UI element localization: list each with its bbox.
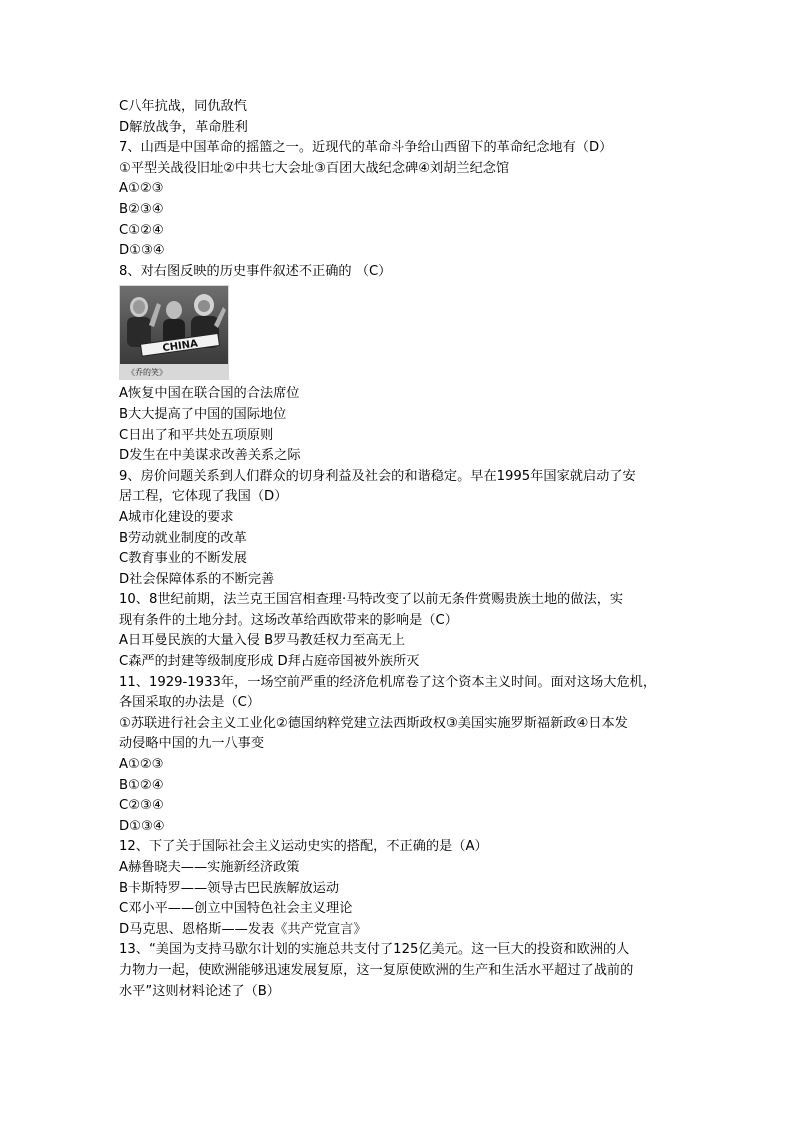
question-text-line: D发生在中美谋求改善关系之际 (119, 448, 301, 464)
question-text-line: D马克思、恩格斯——发表《共产党宣言》 (119, 921, 367, 937)
question-text-line: C教育事业的不断发展 (119, 551, 247, 567)
photo-image (119, 285, 229, 380)
question-text-line: A①②③ (119, 181, 164, 197)
question-text-line: D解放战争，革命胜利 (119, 119, 248, 135)
question-block-top (119, 97, 679, 282)
question-text-line: D社会保障体系的不断完善 (119, 571, 275, 587)
question-text-line: 居工程，它体现了我国（D） (119, 489, 288, 505)
question-text-line: C森严的封建等级制度形成 D拜占庭帝国被外族所灭 (119, 654, 420, 670)
question-block-bottom (119, 384, 679, 1002)
question-text-line: A赫鲁晓夫——实施新经济政策 (119, 860, 300, 875)
question-text-line: B①②④ (119, 777, 164, 793)
question-text-line: 10、8世纪前期，法兰克王国宫相查理·马特改变了以前无条件赏赐贵族土地的做法，实 (119, 592, 624, 608)
question-text-line: D①③④ (119, 818, 165, 834)
question-text-line: A恢复中国在联合国的合法席位 (119, 386, 300, 402)
question-text-line: 7、山西是中国革命的摇篮之一。近现代的革命斗争给山西留下的革命纪念地有（D） (119, 140, 613, 156)
question-text-line: B大大提高了中国的国际地位 (119, 406, 287, 422)
question-text-line: 动侵略中国的九一八事变 (119, 736, 265, 752)
question-text-line: C邓小平——创立中国特色社会主义理论 (119, 901, 353, 917)
photo-sign-text: CHINA (161, 338, 199, 355)
question-text-line: 水平”这则材料论述了（B） (119, 983, 280, 999)
historical-photo (119, 285, 229, 380)
question-text-line: A城市化建设的要求 (119, 509, 234, 525)
question-text-line: A日耳曼民族的大量入侵 B罗马教廷权力至高无上 (119, 633, 406, 649)
question-text-line: 11、1929-1933年，一场空前严重的经济危机席卷了这个资本主义时间。面对这场大危机， (119, 674, 657, 690)
question-text-line: 13、“美国为支持马歇尔计划的实施总共支付了125亿美元。这一巨大的投资和欧洲的人 (119, 942, 630, 958)
question-text-line: D①③④ (119, 243, 165, 259)
question-text-line: 12、下了关于国际社会主义运动史实的搭配，不正确的是（A） (119, 839, 488, 855)
question-text-line: 8、对右图反映的历史事件叙述不正确的 （C） (119, 263, 392, 279)
question-text-line: A①②③ (119, 757, 164, 773)
question-text-line: 9、房价问题关系到人们群众的切身利益及社会的和谐稳定。早在1995年国家就启动了安 (119, 468, 636, 484)
question-text-line: ①平型关战役旧址②中共七大会址③百团大战纪念碑④刘胡兰纪念馆 (119, 160, 510, 176)
photo-caption: 《乔的笑》 (127, 368, 167, 378)
question-text-line: C①②④ (119, 222, 164, 238)
question-text-line: 现有条件的土地分封。这场改革给西欧带来的影响是（C） (119, 612, 458, 628)
question-text-line: 各国采取的办法是（C） (119, 695, 261, 711)
question-text-line: B卡斯特罗——领导古巴民族解放运动 (119, 880, 340, 896)
question-text-line: C日出了和平共处五项原则 (119, 427, 274, 443)
document-body (119, 97, 679, 1002)
question-text-line: 力物力一起，使欧洲能够迅速发展复原，这一复原使欧洲的生产和生活水平超过了战前的 (119, 962, 634, 978)
question-text-line: B②③④ (119, 201, 164, 217)
question-text-line: ①苏联进行社会主义工业化②德国纳粹党建立法西斯政权③美国实施罗斯福新政④日本发 (119, 715, 628, 731)
question-text-line: C②③④ (119, 798, 164, 814)
question-text-line: B劳动就业制度的改革 (119, 530, 247, 546)
question-text-line: C八年抗战，同仇敌忾 (119, 99, 247, 114)
